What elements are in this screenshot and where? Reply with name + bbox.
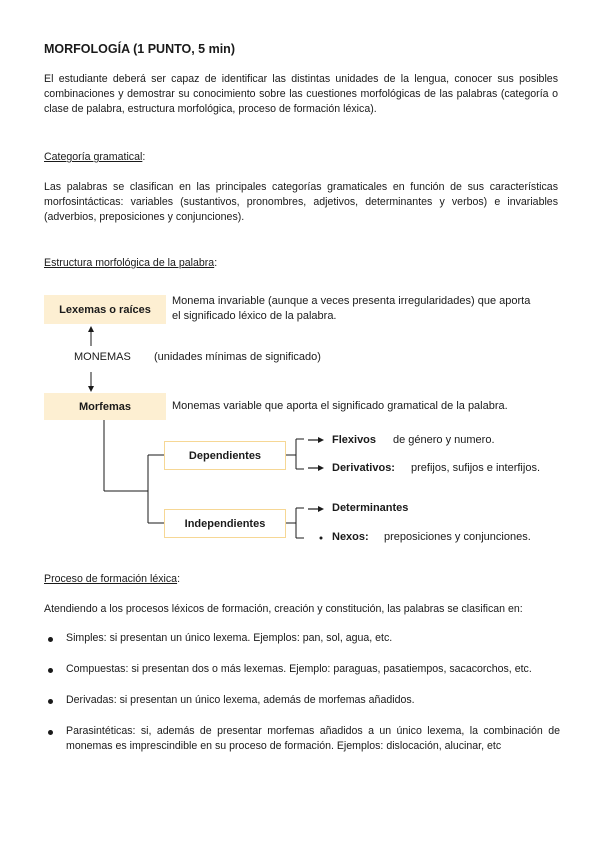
list-item-text: Simples: si presentan un único lexema. Ejemplos: pan, sol, agua, etc. [66, 632, 393, 644]
categoria-paragraph: Las palabras se clasifican en las principales categorías gramaticales en función de sus características morfosintácticas: variables (sustantivos, pronombres, adjetivos, determinantes y verbos) e invariables (adverbios, preposiciones y conjunciones). [44, 181, 558, 223]
independientes-box: Independientes [164, 509, 286, 538]
section-heading-estructura: Estructura morfológica de la palabra: [44, 257, 218, 269]
estructura-heading-text: Estructura morfológica de la palabra [44, 257, 215, 269]
bullet-nexos-icon [320, 537, 323, 540]
monemas-label: MONEMAS [74, 351, 131, 363]
lexemas-box: Lexemas o raíces [44, 295, 166, 324]
proceso-intro: Atendiendo a los procesos léxicos de formación, creación y constitución, las palabras se clasifican en: [44, 603, 523, 615]
page-title: MORFOLOGÍA (1 PUNTO, 5 min) [44, 42, 235, 56]
monemas-description: (unidades mínimas de significado) [154, 351, 321, 363]
lexemas-description [172, 294, 530, 324]
intro-paragraph: El estudiante deberá ser capaz de identificar las distintas unidades de la lengua, conocer sus posibles combinaciones y demostrar su conocimiento sobre las cuestiones morfológicas de las palabras (categoría o clase de palabra, estructura morfológica, proceso de formación léxica). [44, 73, 558, 115]
derivativos-label: Derivativos: [332, 462, 395, 474]
arrow-determinantes-icon [308, 506, 324, 512]
lexemas-desc-line-1: Monema invariable (aunque a veces presenta irregularidades) que aporta [172, 295, 531, 307]
arrow-flexivos-icon [308, 437, 324, 443]
dependientes-box: Dependientes [164, 441, 286, 470]
list-item-text: Parasintéticas: si, además de presentar morfemas añadidos a un único lexema, la combinación de monemas es imprescindible en su proceso de formación. Ejemplos: dislocación, alucinar, etc [66, 725, 560, 752]
flexivos-label: Flexivos [332, 434, 377, 446]
categoria-heading-text: Categoría gramatical [44, 151, 143, 163]
bullet-icon [48, 730, 53, 735]
determinantes-label: Determinantes [332, 502, 409, 514]
proceso-heading-text: Proceso de formación léxica [44, 573, 178, 585]
list-item-text: Compuestas: si presentan dos o más lexemas. Ejemplo: paraguas, pasatiempos, sacacorchos, etc. [66, 663, 532, 675]
flexivos-description: de género y numero. [393, 434, 495, 446]
derivativos-description: prefijos, sufijos e interfijos. [411, 462, 540, 474]
bullet-icon [48, 637, 53, 642]
morfemas-box: Morfemas [44, 393, 166, 420]
list-item-text: Derivadas: si presentan un único lexema, además de morfemas añadidos. [66, 694, 415, 706]
lexemas-desc-line-2: el significado léxico de la palabra. [172, 310, 337, 322]
morfemas-description: Monemas variable que aporta el significado gramatical de la palabra. [172, 400, 508, 412]
bullet-icon [48, 699, 53, 704]
nexos-description: preposiciones y conjunciones. [384, 531, 531, 543]
section-heading-proceso: Proceso de formación léxica: [44, 573, 181, 585]
nexos-label: Nexos: [332, 531, 369, 543]
arrow-derivativos-icon [308, 465, 324, 471]
section-heading-categoria: Categoría gramatical: [44, 151, 146, 163]
bullet-icon [48, 668, 53, 673]
